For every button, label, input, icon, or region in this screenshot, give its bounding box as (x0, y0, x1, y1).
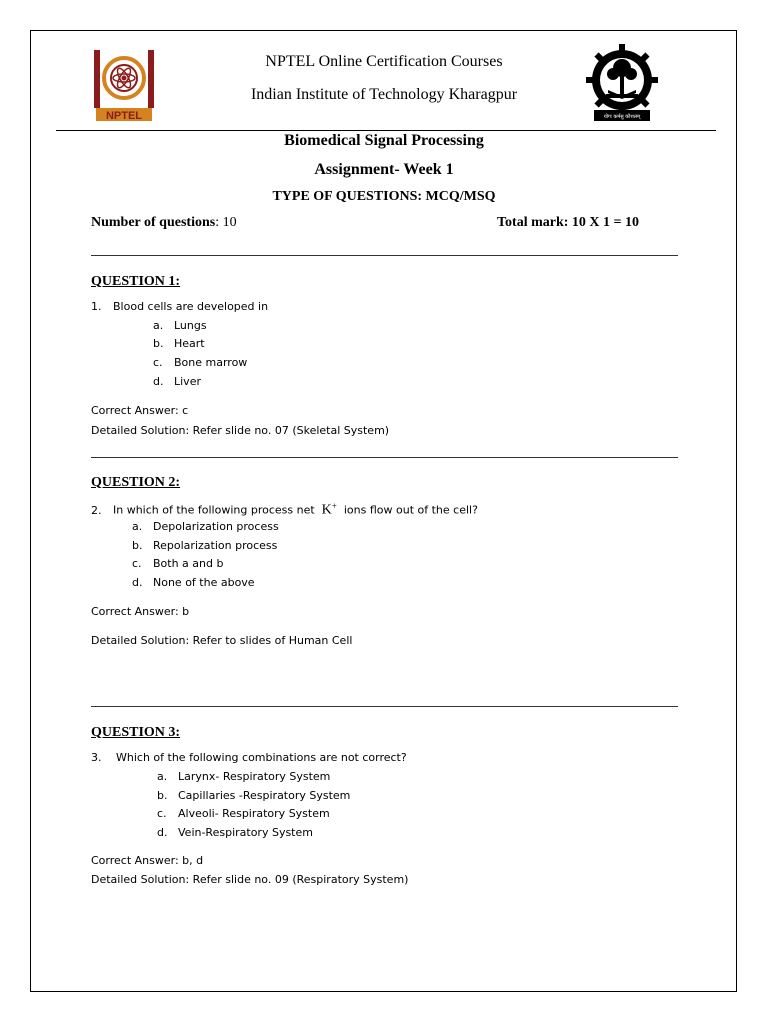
option-letter: a. (132, 520, 143, 533)
total-mark: Total mark: 10 X 1 = 10 (497, 215, 640, 230)
option-b (157, 789, 350, 802)
divider (91, 706, 678, 707)
option-text: Bone marrow (174, 356, 248, 369)
question-stem: Which of the following combinations are not correct? (116, 751, 407, 764)
question-1-answer: Correct Answer: c (91, 404, 189, 417)
question-2-heading: QUESTION 2: (91, 475, 181, 490)
option-text: Vein-Respiratory System (178, 826, 313, 839)
option-letter: b. (157, 789, 168, 802)
question-2-solution: Detailed Solution: Refer to slides of Human Cell (91, 634, 353, 647)
option-d (153, 375, 201, 388)
question-1-solution: Detailed Solution: Refer slide no. 07 (Skeletal System) (91, 424, 390, 437)
question-number: 2. (91, 503, 102, 517)
assignment-title: Assignment- Week 1 (314, 161, 454, 178)
question-type: TYPE OF QUESTIONS: MCQ/MSQ (272, 189, 496, 204)
question-2-text (91, 501, 478, 519)
option-letter: d. (153, 375, 164, 388)
course-title: Biomedical Signal Processing (284, 132, 484, 149)
option-text: Heart (174, 337, 205, 350)
option-text: None of the above (153, 576, 255, 589)
option-a (153, 319, 207, 332)
option-letter: a. (157, 770, 168, 783)
option-text: Liver (174, 375, 201, 388)
question-2-answer: Correct Answer: b (91, 605, 190, 618)
option-text: Both a and b (153, 557, 224, 570)
option-letter: d. (157, 826, 168, 839)
question-1-heading: QUESTION 1: (91, 274, 181, 289)
option-letter: c. (157, 807, 167, 820)
iit-motto: योगः कर्मसु कौशलम् (603, 114, 641, 120)
option-letter: a. (153, 319, 164, 332)
question-stem-end: ions flow out of the cell? (343, 503, 478, 517)
potassium-ion-symbol: K (321, 502, 332, 518)
header-line-2: Indian Institute of Technology Kharagpur (250, 86, 518, 103)
ion-charge: + (331, 501, 337, 511)
question-stem: Blood cells are developed in (113, 300, 269, 313)
header-line-1: NPTEL Online Certification Courses (265, 53, 503, 70)
question-1-text (91, 300, 268, 313)
number-of-questions-value: : 10 (215, 215, 237, 230)
option-text: Larynx- Respiratory System (178, 770, 331, 783)
option-text: Repolarization process (153, 539, 278, 552)
option-text: Capillaries -Respiratory System (178, 789, 351, 802)
number-of-questions-label: Number of questions (91, 215, 216, 230)
question-stem-start: In which of the following process net (113, 503, 315, 517)
option-text: Depolarization process (153, 520, 279, 533)
option-text: Lungs (174, 319, 207, 332)
question-number: 1. (91, 300, 102, 313)
option-c (153, 356, 247, 369)
option-a (157, 770, 330, 783)
question-number: 3. (91, 751, 102, 764)
option-d (157, 826, 313, 839)
option-text: Alveoli- Respiratory System (178, 807, 330, 820)
option-c (132, 557, 223, 570)
option-letter: c. (153, 356, 163, 369)
option-letter: b. (153, 337, 164, 350)
option-a (132, 520, 279, 533)
divider (91, 457, 678, 458)
option-c (157, 807, 330, 820)
option-letter: b. (132, 539, 143, 552)
option-b (132, 539, 277, 552)
nptel-logo-text: NPTEL (105, 110, 143, 122)
number-of-questions (91, 215, 237, 231)
option-b (153, 337, 205, 350)
option-letter: d. (132, 576, 143, 589)
question-3-heading: QUESTION 3: (91, 725, 181, 740)
question-3-answer: Correct Answer: b, d (91, 854, 204, 867)
question-3-text (91, 751, 407, 764)
divider (91, 255, 678, 256)
question-3-solution: Detailed Solution: Refer slide no. 09 (Respiratory System) (91, 873, 409, 886)
option-letter: c. (132, 557, 142, 570)
header-divider (56, 130, 716, 131)
option-d (132, 576, 255, 589)
